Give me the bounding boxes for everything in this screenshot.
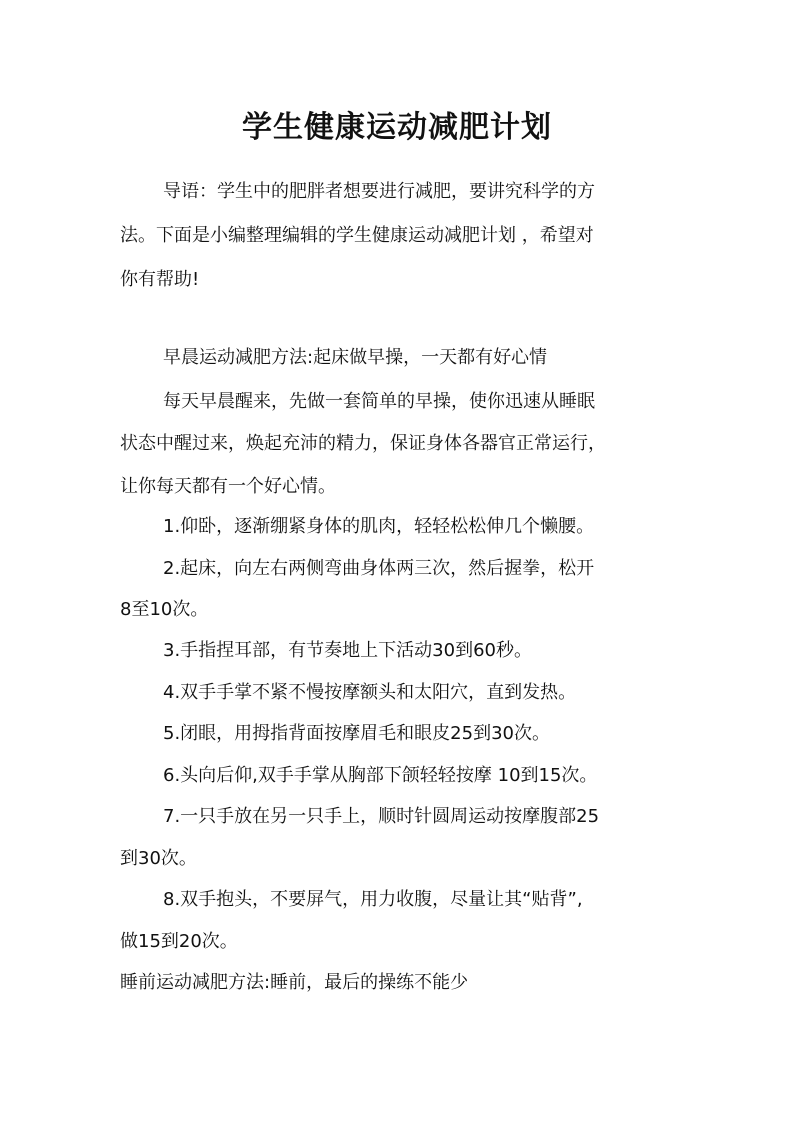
morning-paragraph-line-1: 每天早晨醒来，先做一套简单的早操，使你迅速从睡眠 <box>163 391 595 412</box>
morning-heading: 早晨运动减肥方法:起床做早操，一天都有好心情 <box>163 347 548 368</box>
intro-line-2: 法。下面是小编整理编辑的学生健康运动减肥计划 ，希望对 <box>120 225 594 246</box>
morning-paragraph-line-2: 状态中醒过来，焕起充沛的精力，保证身体各器官正常运行， <box>120 433 606 454</box>
step-2-line-1: 2.起床，向左右两侧弯曲身体两三次，然后握拳，松开 <box>163 558 595 579</box>
step-4: 4.双手手掌不紧不慢按摩额头和太阳穴，直到发热。 <box>163 682 577 703</box>
step-2-line-2: 8至10次。 <box>120 599 209 620</box>
step-7-line-2: 到30次。 <box>120 848 197 869</box>
step-7-line-1: 7.一只手放在另一只手上，顺时针圆周运动按摩腹部25 <box>163 806 600 827</box>
step-8-line-1: 8.双手抱头，不要屏气，用力收腹，尽量让其“贴背”, <box>163 889 583 910</box>
intro-line-1: 导语：学生中的肥胖者想要进行减肥，要讲究科学的方 <box>163 181 595 202</box>
morning-paragraph-line-3: 让你每天都有一个好心情。 <box>120 476 336 497</box>
intro-line-3: 你有帮助! <box>120 269 200 290</box>
step-5: 5.闭眼，用拇指背面按摩眉毛和眼皮25到30次。 <box>163 723 550 744</box>
evening-heading: 睡前运动减肥方法:睡前，最后的操练不能少 <box>120 972 469 993</box>
step-1: 1.仰卧，逐渐绷紧身体的肌肉，轻轻松松伸几个懒腰。 <box>163 516 595 537</box>
step-8-line-2: 做15到20次。 <box>120 931 238 952</box>
step-3: 3.手指捏耳部，有节奏地上下活动30到60秒。 <box>163 640 532 661</box>
document-title: 学生健康运动减肥计划 <box>242 110 552 145</box>
step-6: 6.头向后仰,双手手掌从胸部下颌轻轻按摩 10到15次。 <box>163 765 598 786</box>
